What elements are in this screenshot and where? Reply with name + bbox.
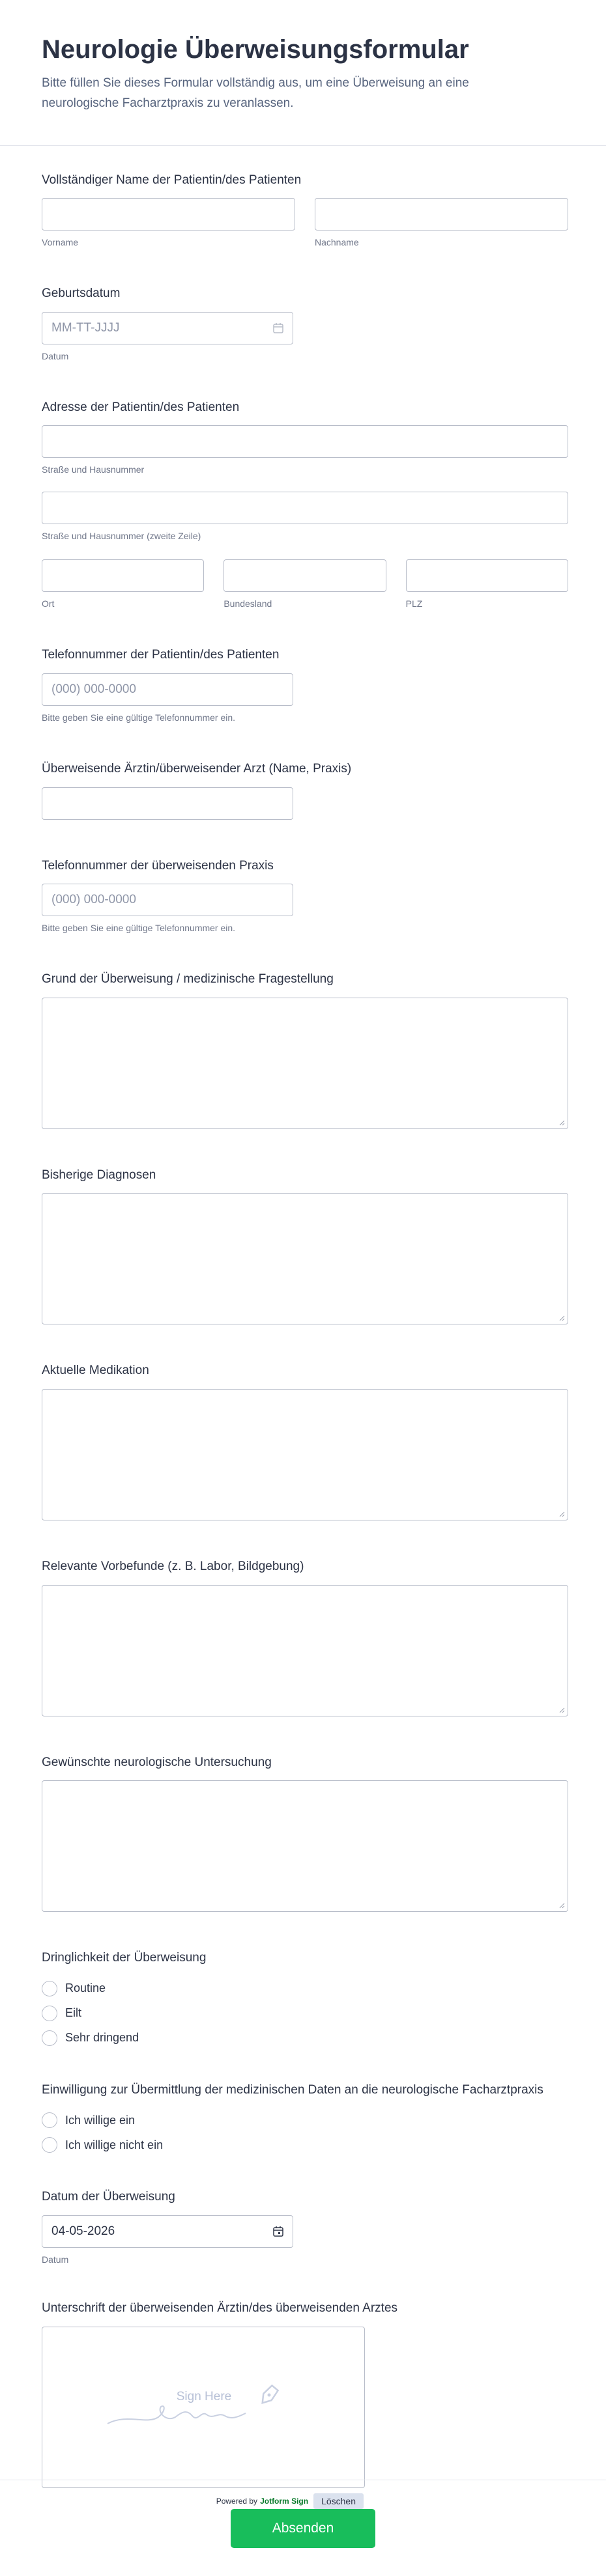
last-name-input[interactable]	[315, 198, 568, 231]
diagnoses-label: Bisherige Diagnosen	[42, 1168, 156, 1182]
state-input[interactable]	[224, 559, 386, 592]
findings-label: Relevante Vorbefunde (z. B. Labor, Bildgebung)	[42, 1560, 304, 1574]
jotform-sign-logo: Jotform Sign	[260, 2496, 309, 2506]
practice-phone-input[interactable]	[42, 884, 293, 916]
patient-name-section	[42, 172, 568, 248]
urgency-option-label: Sehr dringend	[65, 2031, 139, 2045]
patient-phone-input[interactable]	[42, 673, 293, 706]
urgency-option-routine[interactable]	[42, 1976, 568, 2001]
urgency-option-very-urgent[interactable]	[42, 2026, 568, 2051]
zip-input[interactable]	[406, 559, 568, 592]
resize-grip-icon[interactable]	[558, 1119, 565, 1126]
radio-button[interactable]	[42, 2112, 57, 2128]
practice-phone-placeholder: (000) 000-0000	[51, 893, 136, 907]
patient-phone-label: Telefonnummer der Patientin/des Patienten	[42, 648, 280, 662]
city-sublabel: Ort	[42, 598, 55, 609]
exam-label: Gewünschte neurologische Untersuchung	[42, 1755, 272, 1769]
consent-option-label: Ich willige ein	[65, 2113, 136, 2127]
consent-section	[42, 2082, 568, 2158]
birthdate-placeholder: MM-TT-JJJJ	[51, 320, 120, 335]
findings-section	[42, 1558, 568, 1716]
radio-button[interactable]	[42, 2030, 57, 2046]
street1-sublabel: Straße und Hausnummer	[42, 464, 145, 475]
last-name-sublabel: Nachname	[315, 237, 359, 248]
referring-doctor-input[interactable]	[42, 787, 293, 820]
form-header	[0, 0, 606, 146]
diagnoses-section	[42, 1167, 568, 1325]
urgency-label: Dringlichkeit der Überweisung	[42, 1951, 207, 1965]
form-description: Bitte füllen Sie dieses Formular vollständig aus, um eine Überweisung an eine neurologische Facharztpraxis zu veranlassen.	[42, 76, 469, 111]
patient-name-label: Vollständiger Name der Patientin/des Patienten	[42, 173, 302, 187]
referral-date-input[interactable]	[42, 2215, 293, 2248]
first-name-input[interactable]	[42, 198, 295, 231]
reason-section	[42, 971, 568, 1129]
zip-sublabel: PLZ	[405, 598, 423, 609]
urgency-option-label: Routine	[65, 1981, 106, 1995]
first-name-sublabel: Vorname	[42, 237, 79, 248]
resize-grip-icon[interactable]	[558, 1315, 565, 1321]
practice-phone-section	[42, 858, 568, 934]
practice-phone-label: Telefonnummer der überweisenden Praxis	[42, 858, 274, 873]
urgency-option-label: Eilt	[65, 2006, 82, 2020]
birthdate-section	[42, 285, 568, 361]
calendar-icon[interactable]	[272, 322, 285, 335]
calendar-icon[interactable]	[272, 2225, 285, 2238]
referral-date-value: 04-05-2026	[51, 2224, 115, 2238]
signature-label: Unterschrift der überweisenden Ärztin/des überweisenden Arztes	[42, 2301, 398, 2315]
consent-option-no[interactable]	[42, 2133, 568, 2157]
address-label: Adresse der Patientin/des Patienten	[42, 400, 240, 414]
address-section	[42, 399, 568, 609]
reason-label: Grund der Überweisung / medizinische Fragestellung	[42, 972, 334, 987]
exam-textarea[interactable]	[42, 1780, 568, 1912]
street2-input[interactable]	[42, 492, 568, 524]
birthdate-sublabel: Datum	[42, 350, 69, 361]
referring-doctor-label: Überweisende Ärztin/überweisender Arzt (Name, Praxis)	[42, 762, 352, 776]
sign-here-text: Sign Here	[176, 2389, 232, 2403]
radio-button[interactable]	[42, 2137, 57, 2153]
exam-section	[42, 1754, 568, 1912]
referral-date-sublabel: Datum	[42, 2254, 69, 2265]
street2-sublabel: Straße und Hausnummer (zweite Zeile)	[42, 531, 201, 542]
state-sublabel: Bundesland	[224, 598, 272, 609]
city-input[interactable]	[42, 559, 204, 592]
signature-pad[interactable]	[42, 2327, 365, 2488]
signature-section	[42, 2300, 568, 2509]
resize-grip-icon[interactable]	[558, 1707, 565, 1713]
consent-option-label: Ich willige nicht ein	[65, 2138, 164, 2151]
street1-input[interactable]	[42, 425, 568, 458]
practice-phone-sublabel: Bitte geben Sie eine gültige Telefonnummer ein.	[42, 923, 236, 934]
submit-button[interactable]: Absenden	[231, 2509, 375, 2548]
findings-textarea[interactable]	[42, 1585, 568, 1716]
sign-here-icon	[42, 2327, 366, 2489]
patient-phone-sublabel: Bitte geben Sie eine gültige Telefonnummer ein.	[42, 712, 236, 723]
form-title: Neurologie Überweisungsformular	[42, 35, 469, 64]
medication-textarea[interactable]	[42, 1389, 568, 1520]
patient-phone-section	[42, 647, 568, 723]
radio-button[interactable]	[42, 2006, 57, 2021]
resize-grip-icon[interactable]	[558, 1902, 565, 1909]
referral-date-section	[42, 2189, 568, 2265]
consent-option-yes[interactable]	[42, 2108, 568, 2133]
powered-by-text: Powered by	[216, 2496, 258, 2506]
resize-grip-icon[interactable]	[558, 1511, 565, 1517]
medication-section	[42, 1362, 568, 1520]
urgency-option-urgent[interactable]	[42, 2001, 568, 2026]
referral-date-label: Datum der Überweisung	[42, 2190, 175, 2204]
diagnoses-textarea[interactable]	[42, 1193, 568, 1324]
form-footer	[0, 2480, 606, 2576]
medication-label: Aktuelle Medikation	[42, 1364, 149, 1378]
birthdate-input[interactable]	[42, 312, 293, 344]
clear-signature-button[interactable]: Löschen	[313, 2493, 364, 2509]
birthdate-label: Geburtsdatum	[42, 287, 121, 301]
form-body	[0, 146, 606, 2509]
reason-textarea[interactable]	[42, 998, 568, 1129]
consent-label: Einwilligung zur Übermittlung der medizinischen Daten an die neurologische Facharztpraxis	[42, 2082, 543, 2097]
patient-phone-placeholder: (000) 000-0000	[51, 682, 136, 697]
referring-doctor-section	[42, 761, 568, 820]
urgency-section	[42, 1950, 568, 2051]
radio-button[interactable]	[42, 1981, 57, 1996]
